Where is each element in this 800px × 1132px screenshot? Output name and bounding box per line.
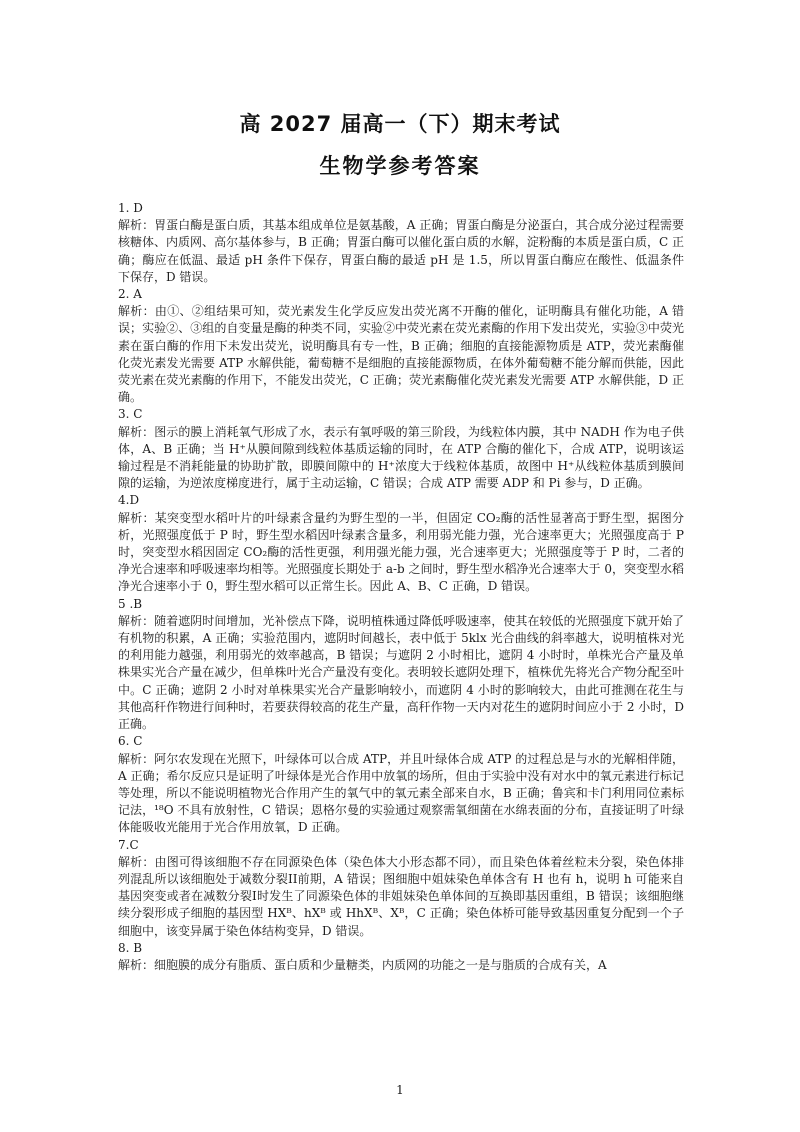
question-analysis: 解析：由图可得该细胞不存在同源染色体（染色体大小形态都不同），而且染色体着丝粒未分裂，染色体排列混乱所以该细胞处于减数分裂II前期，A 错误；图细胞中姐妹染色单体含有 H 也有 h，说明 h 可能来自基因突变或者在减数分裂I时发生了同源染色体的非姐妹染色单体间的互换即基因重组，B 错误；该细胞继续分裂形成子细胞的基因型 HXᴮ、hXᴮ 或 HhXᴮ、Xᴮ，C 正确；染色体桥可能导致基因重复分配到一个子细胞中，该变异属于染色体结构变异，D 错误。	[118, 854, 684, 938]
answer-item	[118, 733, 684, 836]
question-number: 8. B	[118, 940, 143, 955]
question-analysis: 解析：某突变型水稻叶片的叶绿素含量约为野生型的一半，但固定 CO₂酶的活性显著高于野生型，据图分析，光照强度低于 P 时，野生型水稻因叶绿素含量多，利用弱光能力强，光合速率更大；光照强度高于 P 时，突变型水稻因固定 CO₂酶的活性更强，利用强光能力强，光合速率更大；光照强度等于 P 时，二者的净光合速率和呼吸速率均相等。光照强度长期处于 a-b 之间时，野生型水稻净光合速率大于 0，突变型水稻净光合速率小于 0，野生型水稻可以正常生长。因此 A、B、C 正确，D 错误。	[118, 510, 684, 594]
answer-item	[118, 286, 684, 406]
question-number: 2. A	[118, 287, 142, 302]
question-number: 7.C	[118, 837, 139, 852]
answer-item	[118, 406, 684, 492]
question-analysis: 解析：细胞膜的成分有脂质、蛋白质和少量糖类，内质网的功能之一是与脂质的合成有关，A	[118, 957, 607, 972]
answer-item	[118, 596, 684, 734]
question-analysis: 解析：随着遮阴时间增加，光补偿点下降，说明植株通过降低呼吸速率，使其在较低的光照强度下就开始了有机物的积累，A 正确；实验范围内，遮阴时间越长，表中低于 5klx 光合曲线的斜率越大，说明植株对光的利用能力越强，利用弱光的效率越高，B 错误；与遮阴 2 小时相比，遮阴 4 小时时，单株光合产量及单株果实光合产量在减少，但单株叶光合产量没有变化。表明较长遮阴处理下，植株优先将光合产物分配至叶中。C 正确；遮阴 2 小时对单株果实光合产量影响较小，而遮阴 4 小时的影响较大，由此可推测在花生与其他高秆作物进行间种时，若要获得较高的花生产量，高秆作物一天内对花生的遮阴时间应小于 2 小时，D 正确。	[118, 613, 684, 732]
question-number: 5 .B	[118, 596, 143, 611]
exam-title: 高 2027 届高一（下）期末考试	[239, 112, 561, 136]
answer-item	[118, 492, 684, 595]
question-number: 4.D	[118, 493, 140, 508]
answers-body	[118, 200, 684, 974]
question-analysis: 解析：由①、②组结果可知，荧光素发生化学反应发出荧光离不开酶的催化，证明酶具有催化功能，A 错误；实验②、③组的自变量是酶的种类不同，实验②中荧光素在荧光素酶的作用下发出荧光，实验③中荧光素在蛋白酶的作用下未发出荧光，说明酶具有专一性，B 正确；细胞的直接能源物质是 ATP，荧光素酶催化荧光素发光需要 ATP 水解供能，葡萄糖不是细胞的直接能源物质，在体外葡萄糖不能分解而供能，因此荧光素在荧光素酶的作用下，不能发出荧光，C 正确；荧光素酶催化荧光素发光需要 ATP 水解供能，D 正确。	[118, 304, 684, 405]
answer-key-title: 生物学参考答案	[319, 154, 481, 178]
question-number: 3. C	[118, 407, 143, 422]
question-number: 6. C	[118, 734, 143, 749]
question-analysis: 解析：图示的膜上消耗氧气形成了水，表示有氧呼吸的第三阶段，为线粒体内膜，其中 NADH 作为电子供体，A、B 正确；当 H⁺从膜间隙到线粒体基质运输的同时，在 ATP 合酶的催化下，合成 ATP，说明该运输过程是不消耗能量的协助扩散，即膜间隙中的 H⁺浓度大于线粒体基质，故图中 H⁺从线粒体基质到膜间隙的运输，为逆浓度梯度进行，属于主动运输，C 错误；合成 ATP 需要 ADP 和 Pi 参与，D 正确。	[118, 424, 684, 491]
question-analysis: 解析：阿尔农发现在光照下，叶绿体可以合成 ATP，并且叶绿体合成 ATP 的过程总是与水的光解相伴随，A 正确；希尔反应只是证明了叶绿体是光合作用中放氧的场所，但由于实验中没有对水中的氧元素进行标记等处理，所以不能说明植物光合作用产生的氧气中的氧元素全部来自水，B 正确；鲁宾和卡门利用同位素标记法，¹⁸O 不具有放射性，C 错误；恩格尔曼的实验通过观察需氧细菌在水绵表面的分布，直接证明了叶绿体能吸收光能用于光合作用放氧，D 正确。	[118, 751, 684, 835]
question-analysis: 解析：胃蛋白酶是蛋白质，其基本组成单位是氨基酸，A 正确；胃蛋白酶是分泌蛋白，其合成分泌过程需要核糖体、内质网、高尔基体参与，B 正确；胃蛋白酶可以催化蛋白质的水解，淀粉酶的本质是蛋白质，C 正确；酶应在低温、最适 pH 条件下保存，胃蛋白酶的最适 pH 是 1.5，所以胃蛋白酶应在酸性、低温条件下保存，D 错误。	[118, 218, 684, 284]
page-number: 1	[396, 1083, 404, 1097]
answer-item	[118, 940, 684, 974]
answer-item	[118, 837, 684, 940]
question-number: 1. D	[118, 201, 143, 215]
answer-item	[118, 200, 684, 286]
